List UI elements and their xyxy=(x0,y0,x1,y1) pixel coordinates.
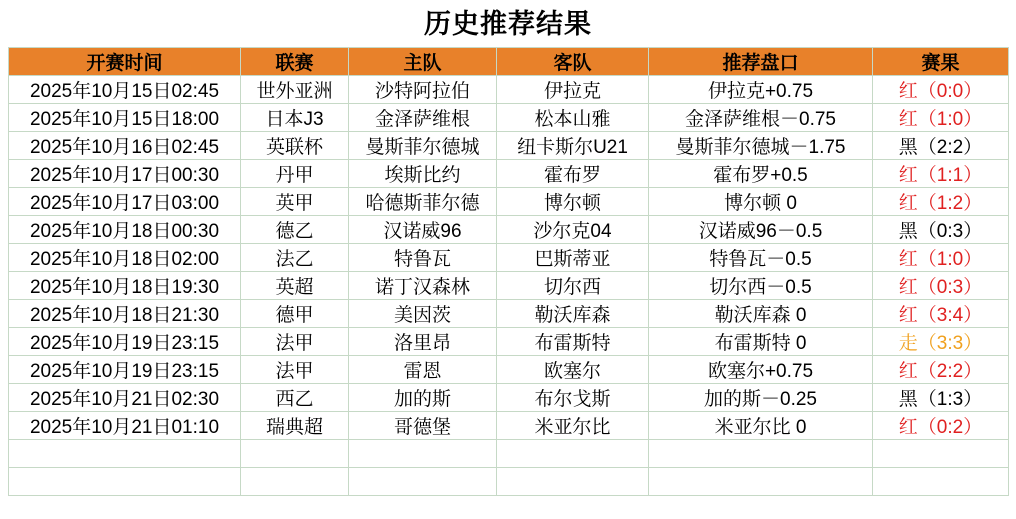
cell-recommendation: 切尔西－0.5 xyxy=(649,272,873,300)
table-row xyxy=(9,160,1009,188)
table-row xyxy=(9,216,1009,244)
table-row xyxy=(9,188,1009,216)
cell-match-time: 2025年10月17日03:00 xyxy=(9,188,241,216)
result-score: （1:2） xyxy=(917,193,983,214)
cell-league: 瑞典超 xyxy=(241,412,349,440)
result-score: （1:0） xyxy=(917,109,983,130)
cell-league: 法乙 xyxy=(241,244,349,272)
cell-recommendation: 欧塞尔+0.75 xyxy=(649,356,873,384)
cell-match-time: 2025年10月21日02:30 xyxy=(9,384,241,412)
result-mark: 红 xyxy=(898,249,918,270)
cell-result xyxy=(873,188,1009,216)
cell-recommendation: 汉诺威96－0.5 xyxy=(649,216,873,244)
cell-result xyxy=(873,412,1009,440)
cell-home-team: 埃斯比约 xyxy=(349,160,497,188)
cell-home-team: 美因茨 xyxy=(349,300,497,328)
cell-away-team: 欧塞尔 xyxy=(497,356,649,384)
cell-league: 日本J3 xyxy=(241,104,349,132)
cell-result xyxy=(873,76,1009,104)
column-header-recommendation: 推荐盘口 xyxy=(649,48,873,76)
result-mark: 红 xyxy=(898,417,918,438)
cell-home-team: 汉诺威96 xyxy=(349,216,497,244)
cell-recommendation: 布雷斯特 0 xyxy=(649,328,873,356)
cell-recommendation: 博尔顿 0 xyxy=(649,188,873,216)
cell-match-time: 2025年10月15日02:45 xyxy=(9,76,241,104)
cell-result xyxy=(873,244,1009,272)
cell-match-time: 2025年10月19日23:15 xyxy=(9,356,241,384)
result-score: （2:2） xyxy=(917,361,983,382)
column-header-away: 客队 xyxy=(497,48,649,76)
result-mark: 走 xyxy=(898,333,918,354)
empty-cell xyxy=(873,468,1009,496)
cell-league: 法甲 xyxy=(241,328,349,356)
cell-result xyxy=(873,300,1009,328)
cell-home-team: 加的斯 xyxy=(349,384,497,412)
table-row xyxy=(9,76,1009,104)
cell-recommendation: 金泽萨维根－0.75 xyxy=(649,104,873,132)
cell-result xyxy=(873,216,1009,244)
cell-away-team: 霍布罗 xyxy=(497,160,649,188)
cell-league: 德甲 xyxy=(241,300,349,328)
cell-away-team: 布雷斯特 xyxy=(497,328,649,356)
table-row xyxy=(9,328,1009,356)
result-score: （0:0） xyxy=(917,81,983,102)
result-mark: 红 xyxy=(898,305,918,326)
empty-cell xyxy=(241,468,349,496)
cell-result xyxy=(873,356,1009,384)
cell-away-team: 纽卡斯尔U21 xyxy=(497,132,649,160)
table-row xyxy=(9,300,1009,328)
empty-cell xyxy=(349,440,497,468)
cell-home-team: 曼斯菲尔德城 xyxy=(349,132,497,160)
empty-cell xyxy=(873,440,1009,468)
result-mark: 红 xyxy=(898,165,918,186)
empty-cell xyxy=(649,440,873,468)
history-results-table xyxy=(8,47,1009,496)
cell-home-team: 雷恩 xyxy=(349,356,497,384)
result-score: （0:3） xyxy=(917,221,983,242)
empty-row xyxy=(9,468,1009,496)
cell-match-time: 2025年10月17日00:30 xyxy=(9,160,241,188)
cell-result xyxy=(873,328,1009,356)
header-row xyxy=(9,48,1009,76)
cell-recommendation: 伊拉克+0.75 xyxy=(649,76,873,104)
table-row xyxy=(9,412,1009,440)
cell-league: 世外亚洲 xyxy=(241,76,349,104)
cell-recommendation: 特鲁瓦－0.5 xyxy=(649,244,873,272)
cell-away-team: 沙尔克04 xyxy=(497,216,649,244)
cell-league: 英联杯 xyxy=(241,132,349,160)
result-score: （3:4） xyxy=(917,305,983,326)
cell-away-team: 布尔戈斯 xyxy=(497,384,649,412)
cell-recommendation: 勒沃库森 0 xyxy=(649,300,873,328)
column-header-time: 开赛时间 xyxy=(9,48,241,76)
result-score: （2:2） xyxy=(917,137,983,158)
result-mark: 红 xyxy=(898,277,918,298)
cell-recommendation: 霍布罗+0.5 xyxy=(649,160,873,188)
cell-match-time: 2025年10月18日21:30 xyxy=(9,300,241,328)
result-score: （1:1） xyxy=(917,165,983,186)
page-title: 历史推荐结果 xyxy=(424,9,592,39)
cell-match-time: 2025年10月19日23:15 xyxy=(9,328,241,356)
result-score: （0:3） xyxy=(917,277,983,298)
cell-result xyxy=(873,160,1009,188)
column-header-result: 赛果 xyxy=(873,48,1009,76)
result-score: （0:2） xyxy=(917,417,983,438)
empty-cell xyxy=(649,468,873,496)
cell-result xyxy=(873,132,1009,160)
cell-away-team: 伊拉克 xyxy=(497,76,649,104)
table-row xyxy=(9,104,1009,132)
result-score: （3:3） xyxy=(917,333,983,354)
table-body xyxy=(9,76,1009,496)
table-row xyxy=(9,272,1009,300)
cell-away-team: 米亚尔比 xyxy=(497,412,649,440)
table-row xyxy=(9,244,1009,272)
cell-match-time: 2025年10月18日19:30 xyxy=(9,272,241,300)
empty-row xyxy=(9,440,1009,468)
cell-home-team: 哥德堡 xyxy=(349,412,497,440)
result-mark: 黑 xyxy=(898,137,918,158)
cell-match-time: 2025年10月21日01:10 xyxy=(9,412,241,440)
cell-result xyxy=(873,384,1009,412)
cell-match-time: 2025年10月15日18:00 xyxy=(9,104,241,132)
cell-league: 德乙 xyxy=(241,216,349,244)
result-mark: 红 xyxy=(898,193,918,214)
cell-away-team: 切尔西 xyxy=(497,272,649,300)
result-score: （1:3） xyxy=(917,389,983,410)
cell-result xyxy=(873,272,1009,300)
cell-home-team: 诺丁汉森林 xyxy=(349,272,497,300)
table-row xyxy=(9,384,1009,412)
column-header-league: 联赛 xyxy=(241,48,349,76)
cell-away-team: 勒沃库森 xyxy=(497,300,649,328)
empty-cell xyxy=(349,468,497,496)
cell-league: 英甲 xyxy=(241,188,349,216)
result-mark: 红 xyxy=(898,81,918,102)
cell-recommendation: 米亚尔比 0 xyxy=(649,412,873,440)
cell-home-team: 特鲁瓦 xyxy=(349,244,497,272)
cell-away-team: 巴斯蒂亚 xyxy=(497,244,649,272)
cell-match-time: 2025年10月18日02:00 xyxy=(9,244,241,272)
empty-cell xyxy=(9,440,241,468)
result-mark: 红 xyxy=(898,361,918,382)
result-mark: 黑 xyxy=(898,389,918,410)
cell-league: 英超 xyxy=(241,272,349,300)
cell-home-team: 哈德斯菲尔德 xyxy=(349,188,497,216)
cell-away-team: 松本山雅 xyxy=(497,104,649,132)
cell-away-team: 博尔顿 xyxy=(497,188,649,216)
cell-match-time: 2025年10月16日02:45 xyxy=(9,132,241,160)
empty-cell xyxy=(497,468,649,496)
cell-league: 法甲 xyxy=(241,356,349,384)
empty-cell xyxy=(241,440,349,468)
cell-league: 西乙 xyxy=(241,384,349,412)
cell-home-team: 金泽萨维根 xyxy=(349,104,497,132)
result-mark: 黑 xyxy=(898,221,918,242)
cell-home-team: 沙特阿拉伯 xyxy=(349,76,497,104)
cell-result xyxy=(873,104,1009,132)
result-score: （1:0） xyxy=(917,249,983,270)
empty-cell xyxy=(9,468,241,496)
column-header-home: 主队 xyxy=(349,48,497,76)
cell-recommendation: 曼斯菲尔德城－1.75 xyxy=(649,132,873,160)
table-row xyxy=(9,132,1009,160)
empty-cell xyxy=(497,440,649,468)
table-container xyxy=(8,47,1008,496)
cell-home-team: 洛里昂 xyxy=(349,328,497,356)
table-row xyxy=(9,356,1009,384)
cell-league: 丹甲 xyxy=(241,160,349,188)
table-header xyxy=(9,48,1009,76)
result-mark: 红 xyxy=(898,109,918,130)
cell-match-time: 2025年10月18日00:30 xyxy=(9,216,241,244)
cell-recommendation: 加的斯－0.25 xyxy=(649,384,873,412)
